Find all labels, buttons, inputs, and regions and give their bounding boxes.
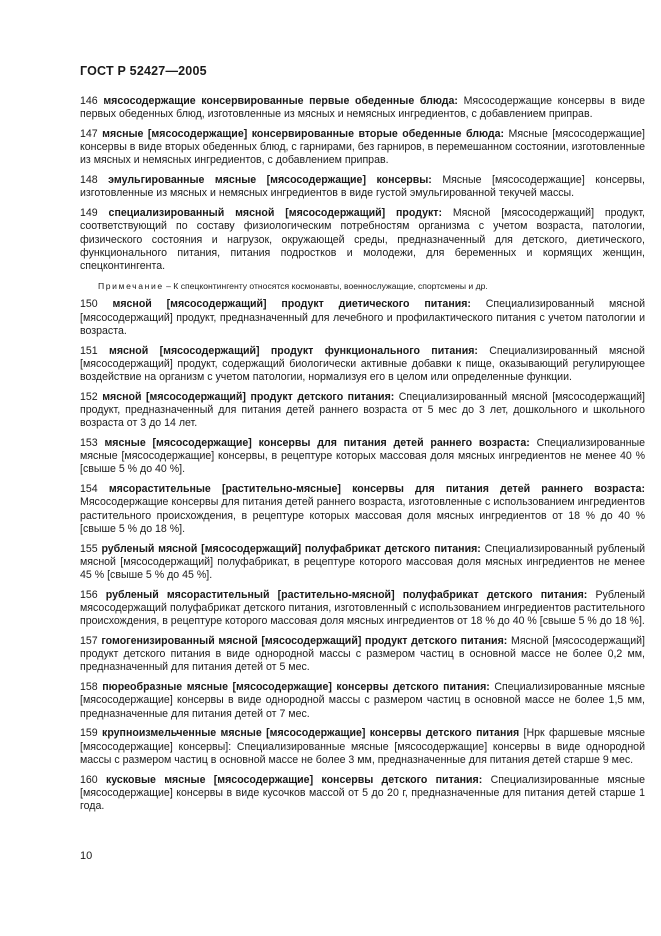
term-entry: [80, 128, 645, 168]
entry-number: 146: [80, 95, 98, 107]
entry-number: 150: [80, 298, 98, 311]
entry-term: пюреобразные мясные [мясосодержащие] консервы детского питания:: [102, 681, 490, 694]
term-entry: [80, 543, 645, 583]
term-entry: [80, 681, 645, 721]
entry-definition: Специализированные мясные [мясосодержащие] консервы, в рецептуре которых массовая доля мясных ингредиентов не менее 40 % [свыше 5 % до 40 %].: [80, 437, 645, 476]
entry-term: рубленый мясорастительный [растительно-мясной] полуфабрикат детского питания:: [105, 588, 588, 601]
entry-number: 154: [80, 483, 98, 496]
term-entry: [80, 589, 645, 629]
entry-term: гомогенизированный мясной [мясосодержащий] продукт детского питания:: [101, 635, 508, 648]
term-entry: [80, 345, 645, 385]
entry-term: мясной [мясосодержащий] продукт диетического питания:: [112, 298, 471, 311]
entry-number: 155: [80, 542, 98, 555]
entry-definition: [Нрк фаршевые мясные [мясосодержащие] консервы]: Специализированные мясные [мясосодержащие] консервы в виде однородной массы с размером частиц в основной массе не более 3 мм, предназначенные для питания детей старше 9 мес.: [80, 727, 645, 766]
entry-term: крупноизмельченные мясные [мясосодержащие] консервы детского питания: [102, 727, 520, 740]
entry-definition: Мясосодержащие консервы в виде первых обеденных блюд, изготовленные из мясных и немясных ингредиентов, с добавлением приправ.: [80, 95, 645, 121]
entry-definition: Специализированный мясной [мясосодержащий] продукт, предназначенный для питания детей раннего возраста от 5 мес до 3 лет, дошкольного и школьного возраста от 3 до 14 лет.: [80, 390, 645, 430]
entry-term: рубленый мясной [мясосодержащий] полуфабрикат детского питания:: [101, 542, 481, 555]
entry-number: 156: [80, 588, 98, 601]
page-number: 10: [80, 850, 93, 862]
entry-definition: Специализированные мясные [мясосодержащие] консервы в виде кусочков массой от 5 до 20 г, предназначенные для питания детей старше 1 года.: [80, 773, 645, 813]
entry-definition: Рубленый мясосодержащий полуфабрикат детского питания, изготовленный с использованием ингредиентов растительного происхождения, в рецептуре которого массовая доля мясных ингредиентов от 18 % до 40 % [свыше 5 % до 18 %].: [80, 588, 645, 628]
entry-term: мясосодержащие консервированные первые обеденные блюда:: [103, 95, 458, 107]
entry-term: мясорастительные [растительно-мясные] консервы для питания детей раннего возраста:: [108, 483, 645, 496]
entry-term: мясные [мясосодержащие] консервы для питания детей раннего возраста:: [104, 437, 530, 450]
entry-number: 149: [80, 207, 98, 220]
entry-definition: Мясной [мясосодержащий] продукт, соответствующий по составу физиологическим потребностям организма с учетом возраста, патологии, физического состояния и нагрузок, окружающей среды, предназначенный для детского, диетического, функционального питания, питания подростков и молодежи, для беременных и кормящих женщин, спецконтингента.: [80, 207, 645, 273]
term-entry: [80, 437, 645, 477]
entry-number: 157: [80, 635, 98, 648]
entry-definition: Мясные [мясосодержащие] консервы в виде вторых обеденных блюд, с гарнирами, без гарниров, в перемешанном состоянии, изготовленные из мясных и немясных ингредиентов, с добавлением приправ.: [80, 128, 645, 167]
standard-header: ГОСТ Р 52427—2005: [80, 64, 207, 78]
entry-number: 153: [80, 437, 98, 450]
term-entry: [80, 207, 645, 273]
entry-term: кусковые мясные [мясосодержащие] консервы детского питания:: [106, 773, 483, 786]
entry-number: 147: [80, 128, 98, 140]
entry-definition: Специализированные мясные [мясосодержащие] консервы в виде однородной массы с размером частиц в основной массе не более 1,5 мм, предназначенные для питания детей от 7 мес.: [80, 681, 645, 720]
entry-number: 160: [80, 773, 98, 786]
term-entry: [80, 635, 645, 675]
term-entry: [80, 174, 645, 200]
term-entry: [80, 727, 645, 767]
entry-number: 148: [80, 174, 98, 187]
entry-term: мясные [мясосодержащие] консервированные вторые обеденные блюда:: [102, 128, 505, 140]
entry-definition: Специализированный рубленый мясной [мясосодержащий] полуфабрикат, в рецептуре которого массовая доля мясных ингредиентов не менее 45 % [свыше 5 % до 45 %].: [80, 542, 645, 582]
entry-number: 159: [80, 727, 98, 740]
note: [80, 280, 645, 292]
entry-definition: Мясосодержащие консервы для питания детей раннего возраста, изготовленные с использованием ингредиентов растительного происхождения, в рецептуре которых массовая доля мясных ингредиентов от 18 % до 40 % [свыше 5 % до 18 %].: [80, 496, 645, 535]
entry-term: специализированный мясной [мясосодержащий] продукт:: [108, 207, 442, 220]
term-entry: [80, 95, 645, 121]
term-entry: [80, 391, 645, 431]
term-entry: [80, 774, 645, 814]
entry-number: 151: [80, 344, 98, 357]
note-label: Примечание: [98, 280, 164, 291]
entry-number: 158: [80, 681, 98, 694]
term-entry: [80, 483, 645, 536]
entry-term: мясной [мясосодержащий] продукт функционального питания:: [109, 344, 478, 357]
terms-list: [80, 95, 645, 820]
entry-definition: Мясной [мясосодержащий] продукт детского питания в виде однородной массы с размером частиц в основной массе не более 0,2 мм, предназначенный для питания детей от 5 мес.: [80, 635, 645, 674]
entry-term: эмульгированные мясные [мясосодержащие] консервы:: [108, 174, 432, 187]
entry-definition: Специализированный мясной [мясосодержащий] продукт, содержащий биологически активные добавки к пище, оказывающий регулирующее воздействие на организм с учетом патологии, нормализуя его в целом или определенные функции.: [80, 344, 645, 384]
entry-definition: Специализированный мясной [мясосодержащий] продукт, предназначенный для лечебного и профилактического питания с учетом патологии и возраста.: [80, 298, 646, 337]
entry-definition: Мясные [мясосодержащие] консервы, изготовленные из мясных и немясных ингредиентов в виде густой эмульгированной текучей массы.: [80, 174, 645, 200]
note-text: – К спецконтингенту относятся космонавты, военнослужащие, спортсмены и др.: [166, 280, 488, 291]
term-entry: [80, 298, 645, 338]
entry-number: 152: [80, 390, 98, 403]
entry-term: мясной [мясосодержащий] продукт детского питания:: [102, 390, 395, 403]
